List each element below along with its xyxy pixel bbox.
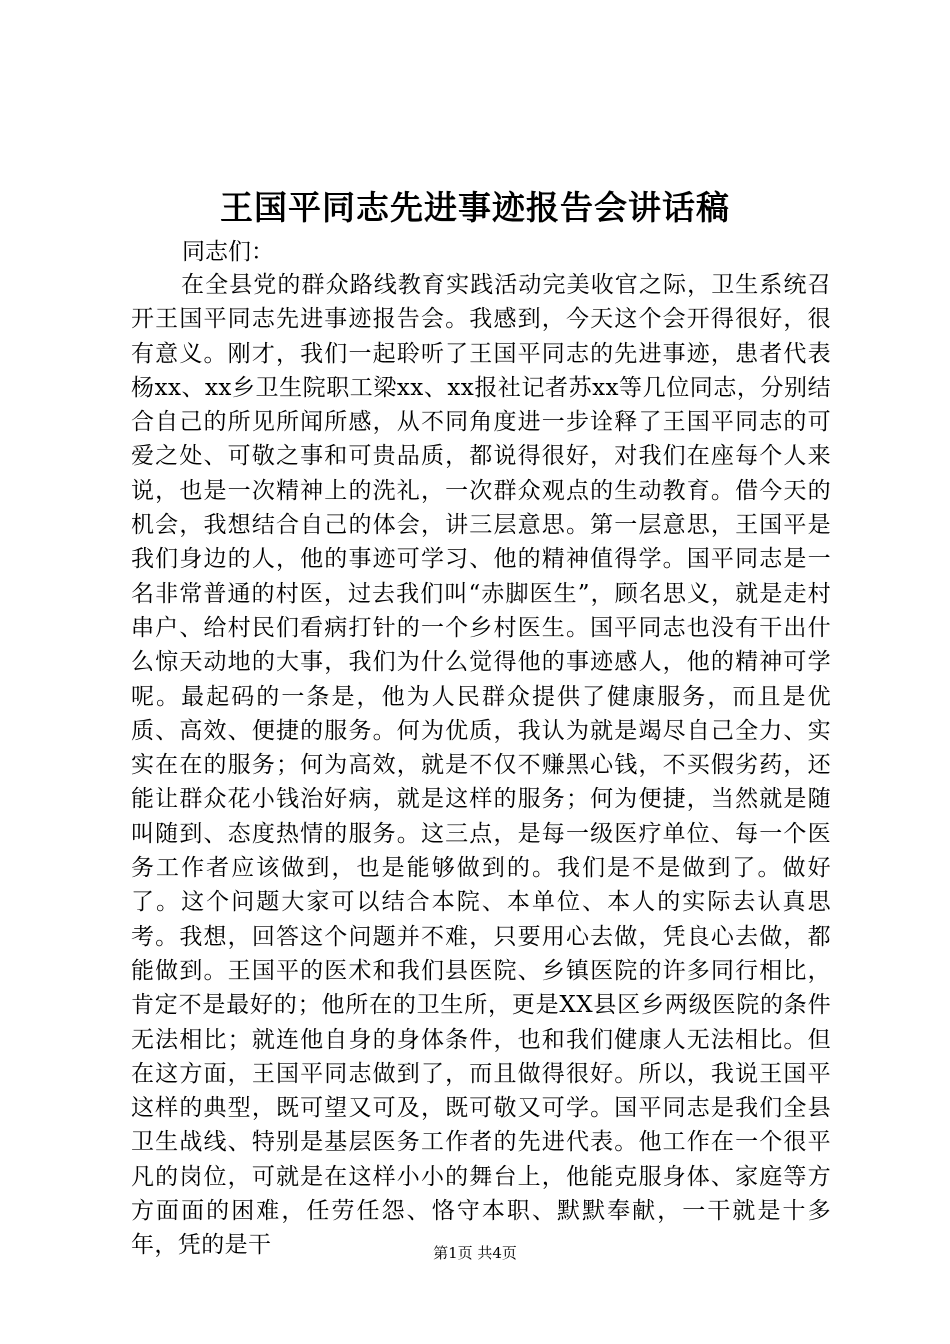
salutation: 同志们： [182,239,274,265]
page-number-footer: 第1页 共4页 [433,1244,517,1262]
body-paragraph: 在全县党的群众路线教育实践活动完美收官之际，卫生系统召开王国平同志先进事迹报告会。我感到，今天这个会开得很好，很有意义。刚才，我们一起聆听了王国平同志的先进事迹，患者代表杨xx、xx乡卫生院职工梁xx、xx报社记者苏xx等几位同志，分别结合自己的所见所闻所感，从不同角度进一步诠释了王国平同志的可爱之处、可敬之事和可贵品质，都说得很好，对我们在座每个人来说，也是一次精神上的洗礼，一次群众观点的生动教育。借今天的机会，我想结合自己的体会，讲三层意思。第一层意思，王国平是我们身边的人，他的事迹可学习、他的精神值得学。国平同志是一名非常普通的村医，过去我们叫“赤脚医生”，顾名思义，就是走村串户、给村民们看病打针的一个乡村医生。国平同志也没有干出什么惊天动地的大事，我们为什么觉得他的事迹感人，他的精神可学呢。最起码的一条是，他为人民群众提供了健康服务，而且是优质、高效、便捷的服务。何为优质，我认为就是竭尽自己全力、实实在在的服务；何为高效，就是不仅不赚黑心钱，不买假劣药，还能让群众花小钱治好病，就是这样的服务；何为便捷，当然就是随叫随到、态度热情的服务。这三点，是每一级医疗单位、每一个医务工作者应该做到，也是能够做到的。我们是不是做到了。做好了。这个问题大家可以结合本院、本单位、本人的实际去认真思考。我想，回答这个问题并不难，只要用心去做，凭良心去做，都能做到。王国平的医术和我们县医院、乡镇医院的许多同行相比，肯定不是最好的；他所在的卫生所，更是XX县区乡两级医院的条件无法相比；就连他自身的身体条件，也和我们健康人无法相比。但在这方面，王国平同志做到了，而且做得很好。所以，我说王国平这样的典型，既可望又可及，既可敬又可学。国平同志是我们全县卫生战线、特别是基层医务工作者的先进代表。他工作在一个很平凡的岗位，可就是在这样小小的舞台上，他能克服身体、家庭等方方面面的困难，任劳任怨、恪守本职、默默奉献，一干就是十多年，凭的是干 [131,272,831,1259]
document-title: 王国平同志先进事迹报告会讲话稿 [220,188,730,227]
